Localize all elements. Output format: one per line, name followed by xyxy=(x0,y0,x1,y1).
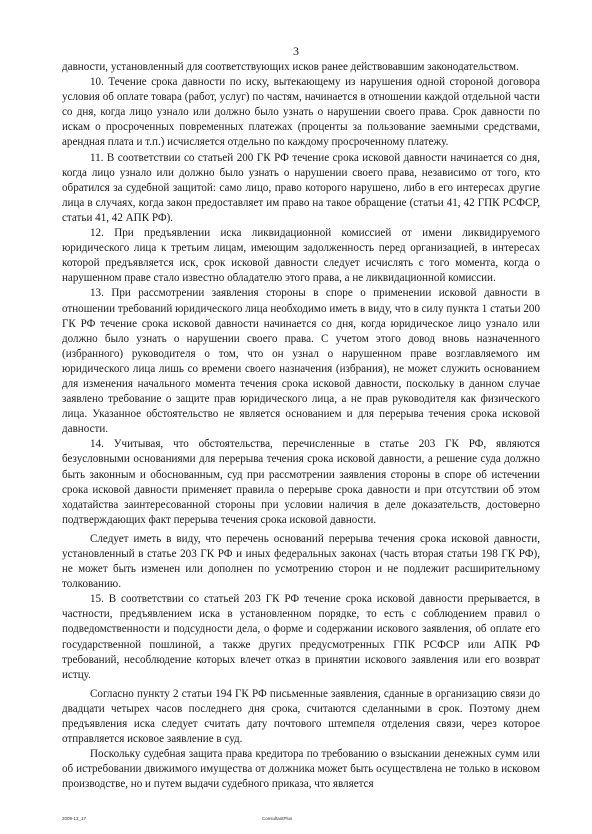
footer-document-code: 2009-13_17 xyxy=(62,816,87,821)
paragraph-14: 14. Учитывая, что обстоятельства, перечисленные в статье 203 ГК РФ, являются безусловными основаниями для перерыва течения срока исковой давности, а решение суда должно быть законным и обоснованным, суд при рассмотрении заявления стороны в споре об истечении срока исковой давности применяет правила о перерыве срока давности и при отсутствии об этом ходатайства заинтересованной стороны при условии наличия в деле доказательств, достоверно подтверждающих факт перерыва течения срока исковой давности. xyxy=(62,438,540,526)
document-body xyxy=(62,60,540,793)
footer-source-label: ConsultantPlus xyxy=(262,816,293,821)
paragraph-11: 11. В соответствии со статьей 200 ГК РФ течение срока исковой давности начинается со дня, когда лицо узнало или должно было узнать о нарушении своего права, независимо от того, кто обратился за судебной защитой: само лицо, право которого нарушено, либо в его интересах другие лица в случаях, когда закон предоставляет им право на такое обращение (статьи 41, 42 ГПК РСФСР, статьи 41, 42 АПК РФ). xyxy=(62,151,540,224)
paragraph-continuation: давности, установленный для соответствующих исков ранее действовавшим законодательством. xyxy=(62,61,519,73)
paragraph-12: 12. При предъявлении иска ликвидационной комиссией от имени ликвидируемого юридического лица к третьим лицам, имеющим задолженность перед организацией, в интересах которой предъявляется иск, срок исковой давности следует исчислять с того момента, когда о нарушенном праве стало известно обладателю этого права, а не ликвидационной комиссии. xyxy=(62,227,540,285)
paragraph-10: 10. Течение срока давности по иску, вытекающему из нарушения одной стороной договора условия об оплате товара (работ, услуг) по частям, начинается в отношении каждой отдельной части со дня, когда лицо узнало или должно было узнать о нарушении своего права. Срок давности по искам о просроченных повременных платежах (проценты за пользование заемными средствами, арендная плата и т.п.) исчисляется отдельно по каждому просроченному платежу. xyxy=(62,76,540,149)
paragraph-16-start: Поскольку судебная защита права кредитора по требованию о взыскании денежных сумм или об истребовании движимого имущества от должника может быть осуществлена не только в исковом производстве, но и путем выдачи судебного приказа, что является xyxy=(62,748,540,791)
paragraph-15: 15. В соответствии со статьей 203 ГК РФ течение срока исковой давности прерывается, в частности, предъявлением иска в установленном порядке, то есть с соблюдением правил о подведомственности и подсудности дела, о форме и содержании искового заявления, об оплате его государственной пошлиной, а также других предусмотренных ГПК РСФСР или АПК РФ требований, несоблюдение которых влечет отказ в принятии искового заявления или его возврат истцу. xyxy=(62,593,540,681)
page-number: 3 xyxy=(293,44,299,58)
paragraph-14-note: Следует иметь в виду, что перечень оснований перерыва течения срока исковой давности, установленный в статье 203 ГК РФ и иных федеральных законах (часть вторая статьи 198 ГК РФ), не может быть изменен или дополнен по усмотрению сторон и не подлежит расширительному толкованию. xyxy=(62,532,540,591)
paragraph-13: 13. При рассмотрении заявления стороны в споре о применении исковой давности в отношении требований юридического лица необходимо иметь в виду, что в силу пункта 1 статьи 200 ГК РФ течение срока исковой давности начинается со дня, когда юридическое лицо узнало или должно было узнать о нарушении своего права. С учетом этого довод вновь назначенного (избранного) руководителя о том, что он узнал о нарушенном праве возглавляемого им юридического лица лишь со времени своего назначения (избрания), не может служить основанием для изменения начального момента течения срока исковой давности, поскольку в данном случае заявлено требование о защите прав юридического лица, а не прав руководителя как физического лица. Указанное обстоятельство не является основанием и для перерыва течения срока исковой давности. xyxy=(62,287,540,436)
paragraph-15-note: Согласно пункту 2 статьи 194 ГК РФ письменные заявления, сданные в организацию связи до двадцати четырех часов последнего дня срока, считаются сделанными в срок. Поэтому днем предъявления иска следует считать дату почтового штемпеля отделения связи, через которое отправляется исковое заявление в суд. xyxy=(62,687,540,746)
